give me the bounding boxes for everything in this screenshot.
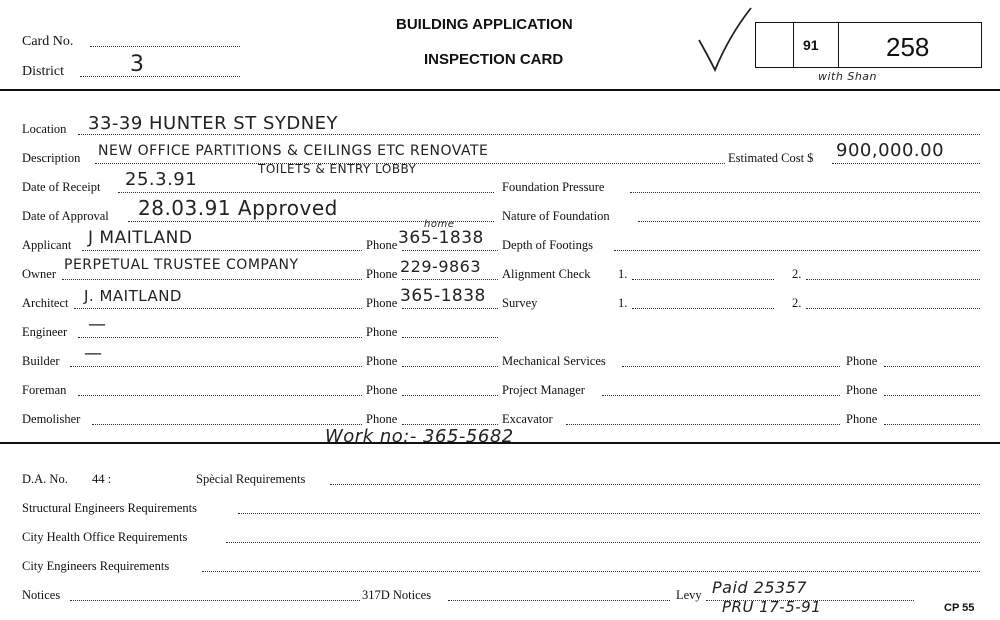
foreman-phone-label: Phone [366,383,398,397]
builder-line [70,366,362,367]
card-title-line1: BUILDING APPLICATION [396,16,573,33]
foreman-line [78,395,362,396]
project-manager-phone-line [884,395,980,396]
builder-label: Builder [22,354,60,368]
date-of-receipt-line [118,192,494,193]
city-engineers-requirements-line [202,571,980,572]
location-line [78,134,980,135]
foreman-phone-line [402,395,498,396]
architect-phone-line [402,308,498,309]
nature-of-foundation-line [638,221,980,222]
mechanical-services-label: Mechanical Services [502,354,606,368]
builder-value: — [84,343,103,364]
health-requirements-label: City Health Office Requirements [22,530,188,544]
special-requirements-line [330,484,980,485]
builder-phone-label: Phone [366,354,398,368]
excavator-phone-line [884,424,980,425]
applicant-line [82,250,362,251]
alignment-check-line1 [632,279,774,280]
alignment-check-line2 [806,279,980,280]
card-no-label: Card No. [22,34,74,49]
date-of-approval-label: Date of Approval [22,209,109,223]
owner-value: PERPETUAL TRUSTEE COMPANY [64,257,299,273]
foundation-pressure-line [630,192,980,193]
applicant-phone-label: Phone [366,238,398,252]
levy-note-pru: PRU 17-5-91 [722,598,822,616]
excavator-label: Excavator [502,412,553,426]
notices-317d-line [448,600,670,601]
description-value: NEW OFFICE PARTITIONS & CEILINGS ETC RENOVATE [98,143,489,159]
structural-requirements-line [238,513,980,514]
architect-value: J. MAITLAND [84,287,182,305]
form-code: CP 55 [944,602,975,614]
location-value: 33-39 HUNTER ST SYDNEY [88,113,339,134]
card-title-line2: INSPECTION CARD [424,51,564,68]
survey-line2 [806,308,980,309]
structural-requirements-label: Structural Engineers Requirements [22,501,197,515]
survey-item2: 2. [792,296,802,310]
location-label: Location [22,122,67,136]
box-divider-1 [793,22,794,68]
alignment-check-label: Alignment Check [502,267,591,281]
work-phone-note: Work no:- 365-5682 [325,426,514,447]
owner-phone-label: Phone [366,267,398,281]
project-manager-line [602,395,840,396]
architect-phone: 365-1838 [400,286,486,306]
engineer-value: — [88,314,107,335]
district-value: 3 [130,52,145,77]
applicant-phone-note: home [424,219,455,230]
header-rule [0,89,1000,91]
architect-label: Architect [22,296,69,310]
estimated-cost-line [832,163,980,164]
levy-label: Levy [676,588,702,602]
district-line [80,76,240,77]
special-requirements-label: Spècial Requirements [196,472,306,486]
box-number: 258 [886,32,930,62]
description-value-2: TOILETS & ENTRY LOBBY [258,162,417,176]
applicant-phone-line [402,250,498,251]
date-of-receipt-value: 25.3.91 [125,169,198,190]
date-of-approval-value: 28.03.91 Approved [138,196,338,220]
district-label: District [22,64,64,79]
notices-line [70,600,360,601]
box-code: 91 [803,37,819,53]
owner-line [62,279,362,280]
project-manager-phone-label: Phone [846,383,878,397]
da-no-value: 44 : [92,472,112,486]
levy-note-paid: Paid 25357 [712,578,808,597]
foreman-label: Foreman [22,383,67,397]
health-requirements-line [226,542,980,543]
demolisher-label: Demolisher [22,412,81,426]
city-engineers-requirements-label: City Engineers Requirements [22,559,170,573]
project-manager-label: Project Manager [502,383,585,397]
da-no-label: D.A. No. [22,472,68,486]
card-number-box [755,22,982,68]
demolisher-phone-line [402,424,498,425]
notices-317d-label: 317D Notices [362,588,432,602]
engineer-label: Engineer [22,325,68,339]
middle-rule [0,442,1000,444]
owner-phone-line [402,279,498,280]
engineer-phone-line [402,337,498,338]
depth-of-footings-line [614,250,980,251]
applicant-label: Applicant [22,238,72,252]
alignment-check-item2: 2. [792,267,802,281]
demolisher-line [92,424,362,425]
survey-line1 [632,308,774,309]
architect-line [74,308,362,309]
applicant-phone: 365-1838 [398,228,484,248]
card-no-line [90,46,240,47]
survey-item1: 1. [618,296,628,310]
builder-phone-line [402,366,498,367]
mechanical-services-line [622,366,840,367]
alignment-check-item1: 1. [618,267,628,281]
engineer-phone-label: Phone [366,325,398,339]
date-of-receipt-label: Date of Receipt [22,180,101,194]
owner-phone: 229-9863 [400,257,482,276]
architect-phone-label: Phone [366,296,398,310]
notices-label: Notices [22,588,61,602]
engineer-line [78,337,362,338]
owner-label: Owner [22,267,57,281]
survey-label: Survey [502,296,538,310]
estimated-cost-label: Estimated Cost $ [728,151,814,165]
description-label: Description [22,151,81,165]
box-note: with Shan [818,70,878,83]
demolisher-phone-label: Phone [366,412,398,426]
foundation-pressure-label: Foundation Pressure [502,180,605,194]
depth-of-footings-label: Depth of Footings [502,238,593,252]
mechanical-phone-line [884,366,980,367]
box-divider-2 [838,22,839,68]
applicant-value: J MAITLAND [88,228,193,248]
excavator-phone-label: Phone [846,412,878,426]
estimated-cost-value: 900,000.00 [836,140,945,161]
excavator-line [566,424,840,425]
mechanical-phone-label: Phone [846,354,878,368]
checkmark-icon [695,6,755,76]
nature-of-foundation-label: Nature of Foundation [502,209,610,223]
